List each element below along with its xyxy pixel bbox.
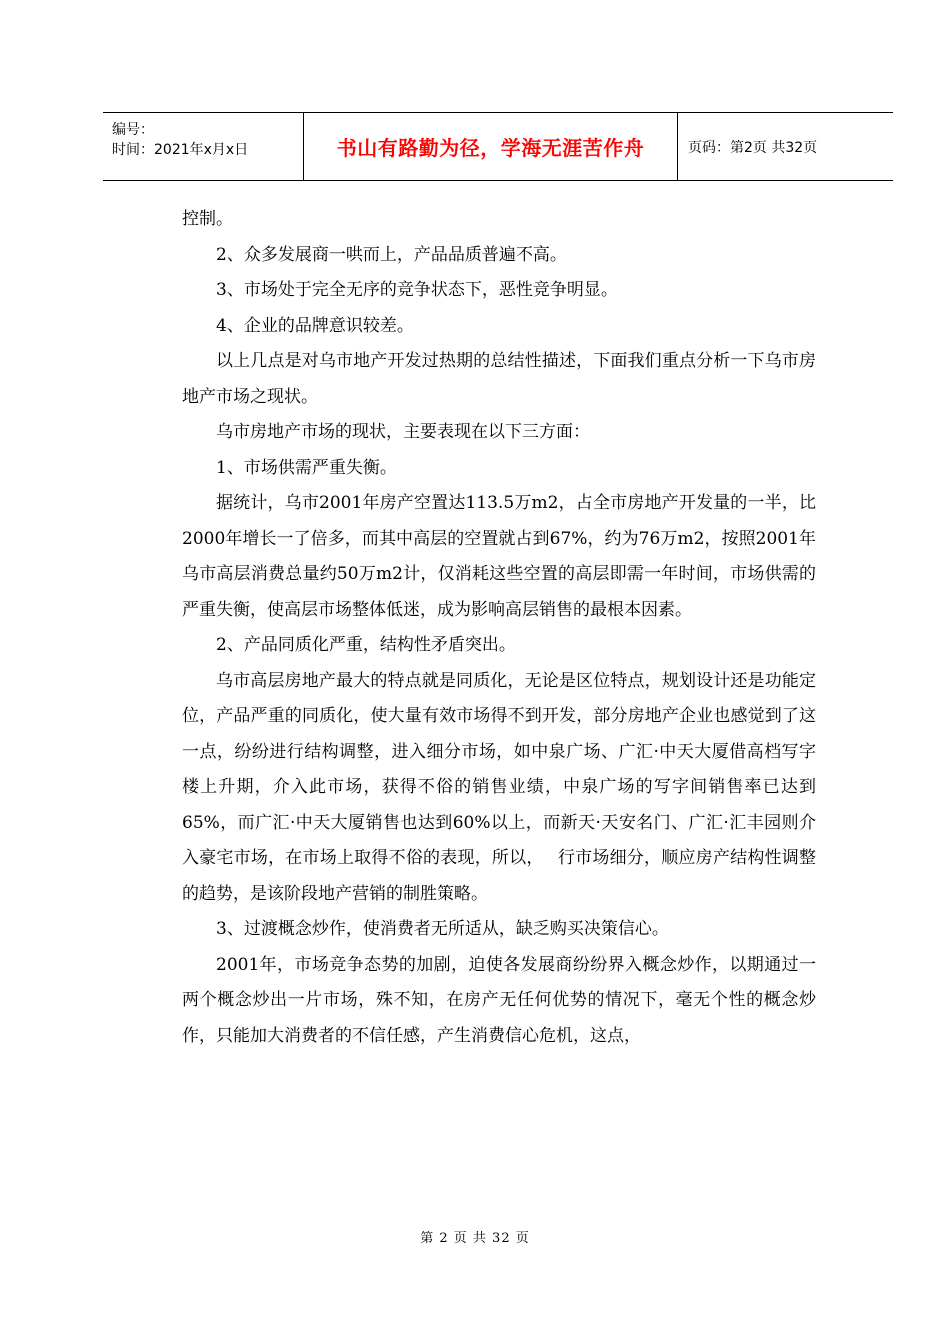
section-heading: 2、产品同质化严重，结构性矛盾突出。 (216, 635, 516, 655)
document-number-label: 编号： (112, 122, 154, 138)
body-paragraph: 乌市房地产市场的现状，主要表现在以下三方面： (216, 422, 590, 442)
body-paragraph: 乌市高层房地产最大的特点就是同质化，无论是区位特点，规划设计还是功能定位，产品严重的同质化，使大量有效市场得不到开发，部分房地产企业也感觉到了这一点，纷纷进行结构调整，进入细分市场，如中泉广场、广汇·中天大厦借高档写字楼上升期，介入此市场，获得不俗的销售业绩，中泉广场的写字间销售率已达到65%，而广汇·中天大厦销售也达到60%以上，而新天·天安名门、广汇·汇丰园则介入豪宅市场，在市场上取得不俗的表现，所以， 行市场细分，顺应房产结构性调整的趋势，是该阶段地产营销的制胜策略。 (182, 670, 816, 904)
body-paragraph: 据统计，乌市2001年房产空置达113.5万m2，占全市房地产开发量的一半，比2000年增长一了倍多，而其中高层的空置就占到67%，约为76万m2，按照2001年乌市高层消费总量约50万m2计，仅消耗这些空置的高层即需一年时间，市场供需的严重失衡，使高层市场整体低迷，成为影响高层销售的最根本因素。 (182, 493, 816, 620)
body-paragraph: 以上几点是对乌市地产开发过热期的总结性描述，下面我们重点分析一下乌市房地产市场之现状。 (182, 351, 816, 407)
document-body (182, 202, 816, 1054)
header-meta-cell (103, 113, 304, 180)
header-page-label: 页码：第2页 共32页 (688, 139, 818, 156)
header-motto: 书山有路勤为径，学海无涯苦作舟 (336, 136, 645, 160)
body-paragraph: 2001年，市场竞争态势的加剧，迫使各发展商纷纷界入概念炒作，以期通过一两个概念炒出一片市场，殊不知，在房产无任何优势的情况下，毫无个性的概念炒作，只能加大消费者的不信任感，产生消费信心危机，这点， (182, 954, 816, 1046)
page-footer (0, 1227, 950, 1246)
page-header (103, 112, 893, 181)
footer-page-number: 第 2 页 共 32 页 (420, 1231, 530, 1246)
section-heading: 1、市场供需严重失衡。 (216, 457, 397, 478)
section-heading: 3、过渡概念炒作，使消费者无所适从，缺乏购买决策信心。 (216, 919, 669, 939)
body-paragraph: 2、众多发展商一哄而上，产品品质普遍不高。 (216, 244, 567, 265)
body-paragraph: 4、企业的品牌意识较差。 (216, 315, 414, 336)
document-time-label: 时间：2021年x月x日 (112, 142, 249, 158)
body-paragraph: 3、市场处于完全无序的竞争状态下，恶性竞争明显。 (216, 280, 618, 300)
header-motto-cell (304, 113, 678, 180)
header-page-cell (678, 113, 893, 180)
body-paragraph: 控制。 (182, 209, 233, 229)
